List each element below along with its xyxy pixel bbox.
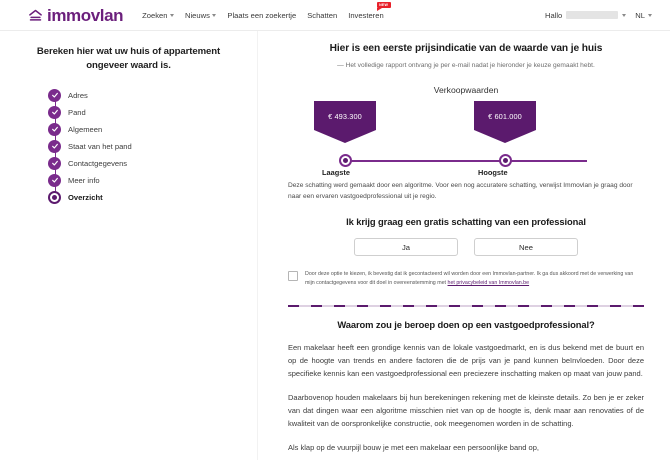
step-label: Staat van het pand xyxy=(68,141,132,151)
body-columns xyxy=(0,31,670,460)
main-nav xyxy=(142,2,389,20)
sidebar-item-pand[interactable] xyxy=(48,104,245,121)
high-price-tag xyxy=(474,101,536,143)
account-menu[interactable] xyxy=(545,11,626,20)
sidebar xyxy=(0,31,258,460)
new-badge: NEW xyxy=(377,2,391,9)
sidebar-item-meer-info[interactable] xyxy=(48,172,245,189)
main-content xyxy=(258,31,670,460)
language-label: NL xyxy=(635,10,645,20)
chevron-down-icon xyxy=(622,14,626,17)
check-icon xyxy=(48,140,61,153)
nav-label: Nieuws xyxy=(185,10,210,20)
consent-text xyxy=(305,270,644,288)
step-label: Adres xyxy=(68,90,88,100)
algorithm-note: Deze schatting werd gemaakt door een algoritme. Voor een nog accuratere schatting, verwijst Immovlan je graag door naar een ervaren vastgoedprofessional uit je regio. xyxy=(288,181,633,200)
header-right xyxy=(545,11,652,20)
check-icon xyxy=(48,157,61,170)
nav-item-schatten[interactable] xyxy=(307,11,337,20)
site-header xyxy=(0,0,670,31)
sidebar-title: Bereken hier wat uw huis of appartement ongeveer waard is. xyxy=(36,46,221,71)
range-knob-low[interactable] xyxy=(339,154,352,167)
check-icon xyxy=(48,89,61,102)
sidebar-item-algemeen[interactable] xyxy=(48,121,245,138)
sidebar-item-adres[interactable] xyxy=(48,87,245,104)
account-name-redacted xyxy=(566,11,618,19)
consent-body: Door deze optie te kiezen, ik bevestig dat ik gecontacteerd wil worden door een Immovlan-partner. Ik ga dus akkoord met de verwerking van mijn contactgegevens voor dit doel in overeenstemming met xyxy=(305,271,634,287)
no-button[interactable]: Nee xyxy=(474,238,578,256)
step-label: Overzicht xyxy=(68,192,103,202)
range-knob-high[interactable] xyxy=(499,154,512,167)
check-icon xyxy=(48,174,61,187)
step-label: Pand xyxy=(68,107,86,117)
professional-question: Ik krijg graag een gratis schatting van een professional xyxy=(346,216,586,228)
greeting-label: Hallo xyxy=(544,10,563,20)
check-icon xyxy=(48,106,61,119)
nav-item-plaats-een-zoekertje[interactable] xyxy=(227,11,296,20)
consent-checkbox[interactable] xyxy=(288,271,298,281)
high-price-value: € 601.000 xyxy=(474,101,536,130)
nav-item-investeren[interactable] xyxy=(348,2,389,20)
section-divider xyxy=(288,305,644,307)
page-title: Hier is een eerste prijsindicatie van de waarde van je huis xyxy=(329,43,603,54)
progress-stepper xyxy=(48,87,245,206)
price-range-widget xyxy=(288,101,644,177)
low-price-value: € 493.300 xyxy=(314,101,376,130)
nav-label: Zoeken xyxy=(142,10,168,20)
step-label: Meer info xyxy=(68,175,100,185)
privacy-policy-link[interactable]: het privacybeleid van Immovlan.be xyxy=(447,280,530,287)
tag-pointer xyxy=(474,130,536,143)
chevron-down-icon xyxy=(648,14,652,17)
why-paragraph-2: Daarbovenop houden makelaars bij hun berekeningen rekening met de kleinste details. Zo ben je er zeker van dat dingen waar een algoritme misschien niet van op de hoogte is, denk maar aan renovaties of de kwaliteit van de oorspronkelijke constructie, ook meegenomen worden in de schatting. xyxy=(288,393,644,429)
subtitle-note: — Het volledige rapport ontvang je per e-mail nadat je hieronder je keuze gemaakt hebt. xyxy=(337,62,595,69)
logo-text: immovlan xyxy=(47,5,124,25)
nav-item-zoeken[interactable] xyxy=(142,11,174,20)
nav-item-nieuws[interactable] xyxy=(185,11,216,20)
sidebar-item-overzicht[interactable] xyxy=(48,189,245,206)
step-label: Algemeen xyxy=(68,124,103,134)
choice-buttons xyxy=(288,238,644,256)
language-selector[interactable] xyxy=(635,11,652,20)
tag-pointer xyxy=(314,130,376,143)
high-label: Hoogste xyxy=(478,167,508,177)
chevron-down-icon xyxy=(212,14,216,17)
logo[interactable] xyxy=(28,7,123,24)
sidebar-item-staat-van-het-pand[interactable] xyxy=(48,138,245,155)
current-step-icon xyxy=(48,191,61,204)
range-track xyxy=(345,160,587,162)
nav-label: Plaats een zoekertje xyxy=(227,10,297,20)
why-paragraph-3: Als klap op de vuurpijl bouw je met een makelaar een persoonlijke band op, xyxy=(288,443,539,453)
low-label: Laagste xyxy=(322,167,350,177)
nav-label: Investeren xyxy=(348,10,384,20)
why-paragraph-1: Een makelaar heeft een grondige kennis van de lokale vastgoedmarkt, en is dus bekend met de buurt en op de hoogte van trends en andere factoren die de prijs van je pand kunnen beïnvloeden. Door deze specifieke kennis kan een vastgoedprofessional een preciezere inschatting maken op maat van jouw pand. xyxy=(288,343,644,379)
low-price-tag xyxy=(314,101,376,143)
yes-button[interactable]: Ja xyxy=(354,238,458,256)
step-label: Contactgegevens xyxy=(68,158,128,168)
chevron-down-icon xyxy=(170,14,174,17)
house-icon xyxy=(28,8,43,23)
why-section-title: Waarom zou je beroep doen op een vastgoedprofessional? xyxy=(337,319,595,331)
sidebar-item-contactgegevens[interactable] xyxy=(48,155,245,172)
check-icon xyxy=(48,123,61,136)
values-section-label: Verkoopwaarden xyxy=(433,84,499,95)
nav-label: Schatten xyxy=(307,10,338,20)
consent-row xyxy=(288,270,644,288)
